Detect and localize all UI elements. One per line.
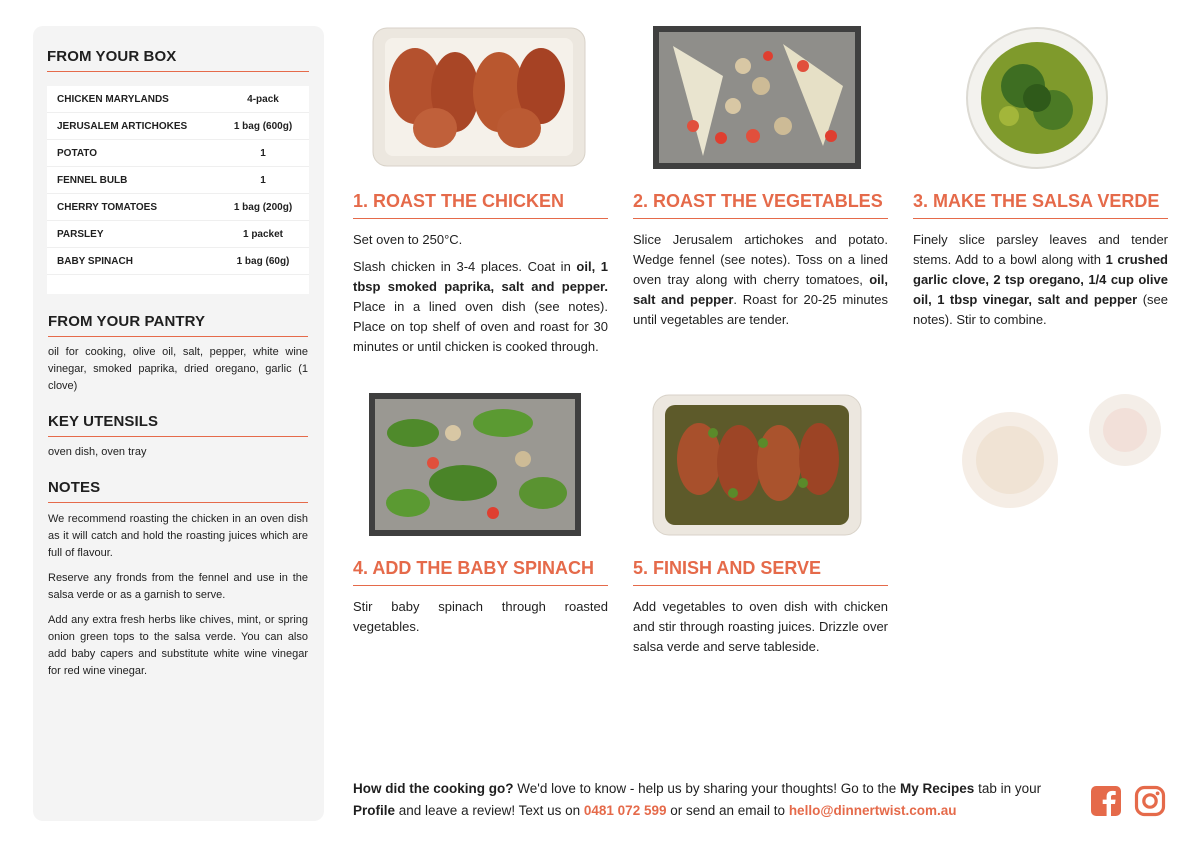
ingredient-name: PARSLEY: [57, 228, 104, 240]
ingredient-name: JERUSALEM ARTICHOKES: [57, 120, 188, 132]
ingredient-row: [47, 221, 309, 248]
text-run: Slice Jerusalem artichokes and potato. Wedge fennel (see notes). Toss on a lined oven tray along with cherry tomatoes,: [633, 232, 888, 287]
step-4-body: [353, 597, 608, 644]
step-4: [353, 393, 608, 653]
step-5-title: 5. FINISH AND SERVE: [633, 558, 888, 586]
text-run: (see notes). Stir to combine.: [913, 292, 1168, 327]
box-title: FROM YOUR BOX: [47, 48, 309, 72]
footer-text: tab in your: [974, 781, 1042, 796]
text-run: Finely slice parsley leaves and tender stems. Add to a bowl along with: [913, 232, 1168, 267]
ingredient-qty: 1 bag (200g): [233, 201, 293, 213]
step-4-title: 4. ADD THE BABY SPINACH: [353, 558, 608, 586]
text-run: Place in a lined oven dish (see notes). Place on top shelf of oven and roast for 30 minutes or until chicken is cooked through.: [353, 299, 608, 354]
notes-list: [48, 511, 308, 688]
note-paragraph: Add any extra fresh herbs like chives, mint, or spring onion green tops to the salsa verde. You can also add baby capers and substitute white wine vinegar for red wine vinegar.: [48, 614, 308, 677]
footer-question: How did the cooking go?: [353, 781, 514, 796]
profile-link[interactable]: Profile: [353, 803, 396, 818]
utensils-title: KEY UTENSILS: [48, 413, 308, 437]
ingredient-row: [47, 194, 309, 221]
ingredient-name: BABY SPINACH: [57, 255, 133, 267]
footer-text: We'd love to know - help us by sharing your thoughts! Go to the: [513, 781, 901, 796]
ingredient-qty: 1: [260, 147, 266, 159]
salsa-verde-photo: [913, 26, 1168, 171]
ingredient-name: POTATO: [57, 147, 97, 159]
step-1-body: [353, 230, 608, 364]
note-paragraph: We recommend roasting the chicken in an oven dish as it will catch and hold the roasting juices which are full of flavour.: [48, 513, 308, 559]
ingredient-name: CHICKEN MARYLANDS: [57, 93, 169, 105]
ingredient-qty: 4-pack: [247, 93, 279, 105]
step-2-text: [633, 230, 888, 330]
ingredient-qty: 1: [260, 174, 266, 186]
ingredient-name: FENNEL BULB: [57, 174, 128, 186]
ingredients-sidebar: [33, 26, 324, 821]
bold-run: oil, salt and pepper: [633, 272, 888, 307]
step-3-body: [913, 230, 1168, 337]
note-paragraph: Reserve any fronds from the fennel and use in the salsa verde or as a garnish to serve.: [48, 572, 308, 601]
step-1-text: Set oven to 250°C.: [353, 232, 463, 247]
step-1-text: [353, 257, 608, 357]
finish-and-serve-photo: [633, 393, 888, 538]
roast-vegetables-photo: [633, 26, 888, 171]
bold-run: 1 crushed garlic clove, 2 tsp oregano, 1/4 cup olive oil, 1 tbsp vinegar, salt and pepper: [913, 252, 1168, 307]
text-run: . Roast for 20-25 minutes until vegetables are tender.: [633, 292, 888, 327]
footer-text: and leave a review! Text us on: [395, 803, 584, 818]
footer-text: or send an email to: [666, 803, 789, 818]
my-recipes-link[interactable]: My Recipes: [900, 781, 975, 796]
ingredient-row: [47, 86, 309, 113]
instagram-icon[interactable]: [1134, 785, 1166, 817]
notes-title: NOTES: [48, 479, 308, 503]
facebook-icon[interactable]: [1090, 785, 1122, 817]
utensils-text: oven dish, oven tray: [48, 446, 147, 458]
step-1-title: 1. ROAST THE CHICKEN: [353, 191, 608, 219]
step-5-text: Add vegetables to oven dish with chicken and stir through roasting juices. Drizzle over salsa verde and serve tableside.: [633, 599, 888, 654]
phone-link[interactable]: 0481 072 599: [583, 803, 667, 818]
roast-chicken-photo: [353, 26, 608, 171]
step-4-text: Stir baby spinach through roasted vegetables.: [353, 599, 608, 634]
step-2-title: 2. ROAST THE VEGETABLES: [633, 191, 888, 219]
ingredient-row: [47, 167, 309, 194]
step-2: [633, 26, 888, 366]
step-3-title: 3. MAKE THE SALSA VERDE: [913, 191, 1168, 219]
faded-dish-image: [955, 390, 1165, 510]
pantry-title: FROM YOUR PANTRY: [48, 313, 308, 337]
ingredient-qty: 1 packet: [242, 228, 284, 240]
text-run: Slash chicken in 3-4 places. Coat in: [353, 259, 577, 274]
ingredient-qty: 1 bag (60g): [236, 255, 290, 267]
bold-run: oil, 1 tbsp smoked paprika, salt and pepper.: [353, 259, 609, 294]
step-3-text: [913, 230, 1168, 330]
ingredient-row: [47, 248, 309, 275]
baby-spinach-photo: [353, 393, 608, 538]
step-5: [633, 393, 888, 653]
ingredient-name: CHERRY TOMATOES: [57, 201, 158, 213]
feedback-footer: [353, 778, 1073, 822]
ingredient-row: [47, 113, 309, 140]
email-link[interactable]: hello@dinnertwist.com.au: [788, 803, 957, 818]
step-2-body: [633, 230, 888, 337]
box-ingredients-table: [47, 86, 309, 294]
step-1: [353, 26, 608, 366]
step-3: [913, 26, 1168, 366]
step-5-body: [633, 597, 888, 664]
pantry-text: oil for cooking, olive oil, salt, pepper, white wine vinegar, smoked paprika, dried oregano, garlic (1 clove): [48, 346, 308, 392]
ingredient-qty: 1 bag (600g): [233, 120, 293, 132]
ingredient-row: [47, 140, 309, 167]
